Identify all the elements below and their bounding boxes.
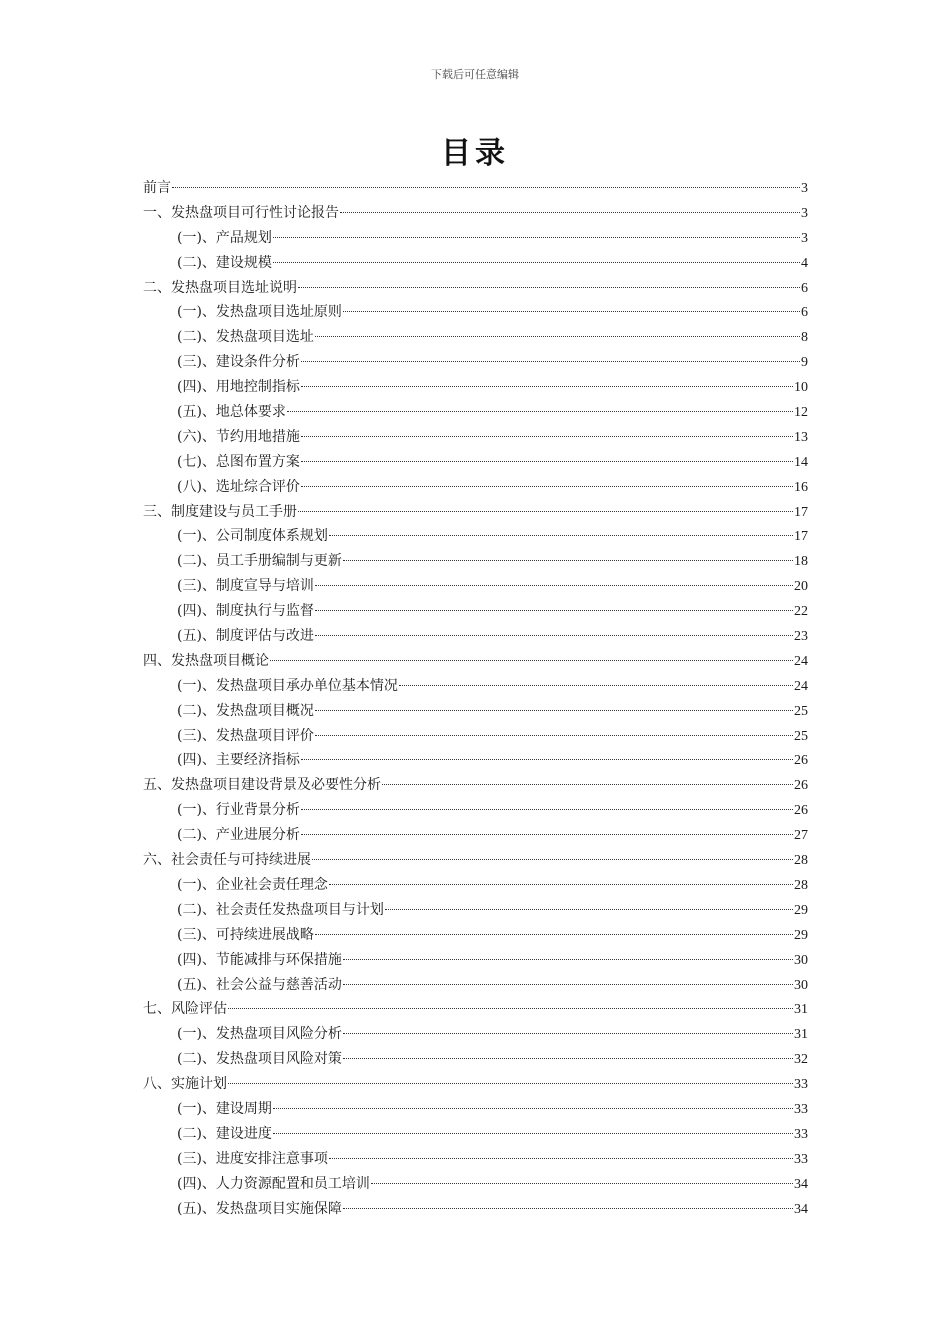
dot-leader xyxy=(315,934,793,935)
toc-entry[interactable] xyxy=(143,276,808,301)
toc-entry-page-number: 26 xyxy=(794,778,808,794)
toc-entry[interactable] xyxy=(143,674,808,699)
dot-leader xyxy=(385,909,793,910)
toc-entry-page-number: 31 xyxy=(794,1002,808,1018)
dot-leader xyxy=(273,262,800,263)
dot-leader xyxy=(382,784,793,785)
toc-entry-label: (五)、地总体要求 xyxy=(177,404,286,421)
dot-leader xyxy=(315,635,793,636)
toc-entry-label: (四)、节能减排与环保措施 xyxy=(177,951,342,968)
toc-entry-label: (五)、社会公益与慈善活动 xyxy=(177,976,342,993)
toc-entry-label: (二)、发热盘项目风险对策 xyxy=(177,1051,342,1068)
toc-entry-label: (三)、进度安排注意事项 xyxy=(177,1150,328,1167)
dot-leader xyxy=(273,1133,793,1134)
toc-entry-page-number: 29 xyxy=(794,927,808,943)
toc-entry-label: (五)、制度评估与改进 xyxy=(177,628,314,645)
toc-entry-label: 六、社会责任与可持续进展 xyxy=(143,852,311,869)
header-note: 下载后可任意编辑 xyxy=(431,68,519,81)
toc-entry-page-number: 27 xyxy=(794,828,808,844)
toc-entry-page-number: 30 xyxy=(794,952,808,968)
toc-entry-label: (三)、制度宣导与培训 xyxy=(177,578,314,595)
dot-leader xyxy=(301,759,793,760)
toc-entry-label: 一、发热盘项目可行性讨论报告 xyxy=(143,204,339,221)
toc-entry[interactable] xyxy=(143,574,808,599)
dot-leader xyxy=(301,486,793,487)
toc-entry-label: (六)、节约用地措施 xyxy=(177,428,300,445)
toc-entry-page-number: 29 xyxy=(794,902,808,918)
toc-entry[interactable] xyxy=(143,973,808,998)
toc-entry-label: 前言 xyxy=(143,180,171,196)
toc-entry-page-number: 28 xyxy=(794,853,808,869)
toc-entry[interactable] xyxy=(143,226,808,251)
toc-entry-label: (三)、可持续进展战略 xyxy=(177,926,314,943)
toc-entry-label: (四)、用地控制指标 xyxy=(177,379,300,396)
toc-entry-page-number: 6 xyxy=(801,280,808,296)
toc-entry-label: (一)、发热盘项目选址原则 xyxy=(177,304,342,321)
toc-entry[interactable] xyxy=(143,848,808,873)
toc-entry-page-number: 33 xyxy=(794,1151,808,1167)
toc-entry[interactable] xyxy=(143,599,808,624)
toc-entry[interactable] xyxy=(143,300,808,325)
toc-entry[interactable] xyxy=(143,1122,808,1147)
toc-entry-page-number: 13 xyxy=(794,429,808,445)
toc-entry[interactable] xyxy=(143,898,808,923)
toc-entry-label: (三)、建设条件分析 xyxy=(177,354,300,371)
dot-leader xyxy=(315,710,793,711)
dot-leader xyxy=(343,1058,793,1059)
dot-leader xyxy=(315,610,793,611)
toc-entry[interactable] xyxy=(143,1047,808,1072)
dot-leader xyxy=(343,1033,793,1034)
toc-entry-label: (二)、产业进展分析 xyxy=(177,827,300,844)
toc-entry[interactable] xyxy=(143,624,808,649)
dot-leader xyxy=(301,386,793,387)
toc-entry[interactable] xyxy=(143,549,808,574)
toc-entry-label: (一)、发热盘项目风险分析 xyxy=(177,1026,342,1043)
toc-entry-page-number: 20 xyxy=(794,579,808,595)
toc-entry[interactable] xyxy=(143,923,808,948)
toc-entry-label: 七、风险评估 xyxy=(143,1001,227,1018)
toc-entry-page-number: 16 xyxy=(794,479,808,495)
toc-entry-label: (二)、建设规模 xyxy=(177,254,272,271)
dot-leader xyxy=(371,1183,793,1184)
toc-entry[interactable] xyxy=(143,450,808,475)
toc-entry[interactable] xyxy=(143,873,808,898)
toc-entry[interactable] xyxy=(143,1072,808,1097)
toc-entry-label: (七)、总图布置方案 xyxy=(177,453,300,470)
dot-leader xyxy=(315,735,793,736)
toc-entry[interactable] xyxy=(143,699,808,724)
toc-entry[interactable] xyxy=(143,724,808,749)
dot-leader xyxy=(343,311,800,312)
toc-entry-label: (四)、制度执行与监督 xyxy=(177,603,314,620)
toc-entry[interactable] xyxy=(143,475,808,500)
toc-entry-label: (三)、发热盘项目评价 xyxy=(177,727,314,744)
toc-entry-page-number: 22 xyxy=(794,604,808,620)
dot-leader xyxy=(298,511,793,512)
toc-entry[interactable] xyxy=(143,1197,808,1222)
dot-leader xyxy=(273,1108,793,1109)
dot-leader xyxy=(343,984,793,985)
toc-entry[interactable] xyxy=(143,201,808,226)
toc-entry[interactable] xyxy=(143,948,808,973)
toc-entry-page-number: 25 xyxy=(794,728,808,744)
toc-entry[interactable] xyxy=(143,400,808,425)
toc-entry-page-number: 26 xyxy=(794,803,808,819)
toc-entry[interactable] xyxy=(143,773,808,798)
toc-entry-label: (一)、公司制度体系规划 xyxy=(177,528,328,545)
toc-entry-label: 三、制度建设与员工手册 xyxy=(143,503,297,520)
toc-entry-label: (二)、发热盘项目选址 xyxy=(177,329,314,346)
toc-entry-label: (一)、企业社会责任理念 xyxy=(177,876,328,893)
toc-entry[interactable] xyxy=(143,997,808,1022)
toc-entry-label: (一)、建设周期 xyxy=(177,1100,272,1117)
toc-title: 目录 xyxy=(441,136,509,171)
toc-entry[interactable] xyxy=(143,798,808,823)
dot-leader xyxy=(301,461,793,462)
toc-entry-page-number: 17 xyxy=(794,504,808,520)
dot-leader xyxy=(343,1208,793,1209)
toc-entry-label: (五)、发热盘项目实施保障 xyxy=(177,1200,342,1217)
toc-entry-page-number: 34 xyxy=(794,1201,808,1217)
dot-leader xyxy=(270,660,793,661)
dot-leader xyxy=(301,361,800,362)
toc-entry-label: (一)、产品规划 xyxy=(177,229,272,246)
dot-leader xyxy=(315,336,800,337)
dot-leader xyxy=(228,1008,793,1009)
dot-leader xyxy=(273,237,800,238)
toc-entry[interactable] xyxy=(143,1097,808,1122)
toc-entry-page-number: 12 xyxy=(794,405,808,421)
toc-entry-label: (一)、行业背景分析 xyxy=(177,802,300,819)
toc-entry-page-number: 25 xyxy=(794,703,808,719)
toc-entry-label: (四)、人力资源配置和员工培训 xyxy=(177,1175,370,1192)
toc-entry-page-number: 34 xyxy=(794,1176,808,1192)
toc-entry[interactable] xyxy=(143,1172,808,1197)
toc-entry-page-number: 4 xyxy=(801,255,808,271)
toc-entry-label: (一)、发热盘项目承办单位基本情况 xyxy=(177,677,398,694)
toc-entry-page-number: 18 xyxy=(794,554,808,570)
toc-entry[interactable] xyxy=(143,649,808,674)
toc-entry-page-number: 9 xyxy=(801,355,808,371)
toc-entry-label: 四、发热盘项目概论 xyxy=(143,652,269,669)
toc-entry-label: (二)、员工手册编制与更新 xyxy=(177,553,342,570)
toc-entry[interactable] xyxy=(143,524,808,549)
toc-entry[interactable] xyxy=(143,325,808,350)
toc-entry-page-number: 31 xyxy=(794,1027,808,1043)
toc-entry-page-number: 3 xyxy=(801,205,808,221)
toc-entry[interactable] xyxy=(143,176,808,201)
dot-leader xyxy=(301,809,793,810)
toc-entry-page-number: 17 xyxy=(794,529,808,545)
toc-entry-page-number: 6 xyxy=(801,305,808,321)
toc-entry-page-number: 14 xyxy=(794,454,808,470)
dot-leader xyxy=(340,212,800,213)
toc-entry[interactable] xyxy=(143,350,808,375)
toc-entry-page-number: 23 xyxy=(794,629,808,645)
dot-leader xyxy=(172,187,800,188)
toc-entry[interactable] xyxy=(143,500,808,525)
toc-entry-page-number: 28 xyxy=(794,877,808,893)
toc-entry-label: 五、发热盘项目建设背景及必要性分析 xyxy=(143,777,381,794)
dot-leader xyxy=(343,560,793,561)
toc-entry[interactable] xyxy=(143,251,808,276)
toc-entry[interactable] xyxy=(143,1147,808,1172)
toc-entry-label: (八)、选址综合评价 xyxy=(177,478,300,495)
dot-leader xyxy=(228,1083,793,1084)
dot-leader xyxy=(329,535,793,536)
dot-leader xyxy=(329,884,793,885)
toc-entry-label: (二)、建设进度 xyxy=(177,1125,272,1142)
dot-leader xyxy=(343,959,793,960)
dot-leader xyxy=(287,411,793,412)
toc-entry-page-number: 24 xyxy=(794,653,808,669)
dot-leader xyxy=(301,436,793,437)
toc-entry-label: (四)、主要经济指标 xyxy=(177,752,300,769)
table-of-contents xyxy=(143,176,808,1221)
toc-entry-page-number: 24 xyxy=(794,678,808,694)
toc-entry-label: 二、发热盘项目选址说明 xyxy=(143,279,297,296)
toc-entry-page-number: 33 xyxy=(794,1077,808,1093)
toc-entry[interactable] xyxy=(143,748,808,773)
toc-entry-label: (二)、发热盘项目概况 xyxy=(177,702,314,719)
dot-leader xyxy=(301,834,793,835)
toc-entry-page-number: 32 xyxy=(794,1052,808,1068)
dot-leader xyxy=(329,1158,793,1159)
toc-entry[interactable] xyxy=(143,375,808,400)
dot-leader xyxy=(298,287,800,288)
toc-entry-page-number: 8 xyxy=(801,330,808,346)
toc-entry-page-number: 30 xyxy=(794,977,808,993)
toc-entry[interactable] xyxy=(143,823,808,848)
toc-entry[interactable] xyxy=(143,1022,808,1047)
toc-entry[interactable] xyxy=(143,425,808,450)
toc-entry-page-number: 10 xyxy=(794,380,808,396)
toc-entry-page-number: 3 xyxy=(801,181,808,196)
toc-entry-page-number: 33 xyxy=(794,1126,808,1142)
toc-entry-page-number: 33 xyxy=(794,1101,808,1117)
toc-entry-label: 八、实施计划 xyxy=(143,1076,227,1093)
toc-entry-page-number: 3 xyxy=(801,230,808,246)
dot-leader xyxy=(315,585,793,586)
dot-leader xyxy=(312,859,793,860)
dot-leader xyxy=(399,685,793,686)
toc-entry-page-number: 26 xyxy=(794,753,808,769)
toc-entry-label: (二)、社会责任发热盘项目与计划 xyxy=(177,901,384,918)
